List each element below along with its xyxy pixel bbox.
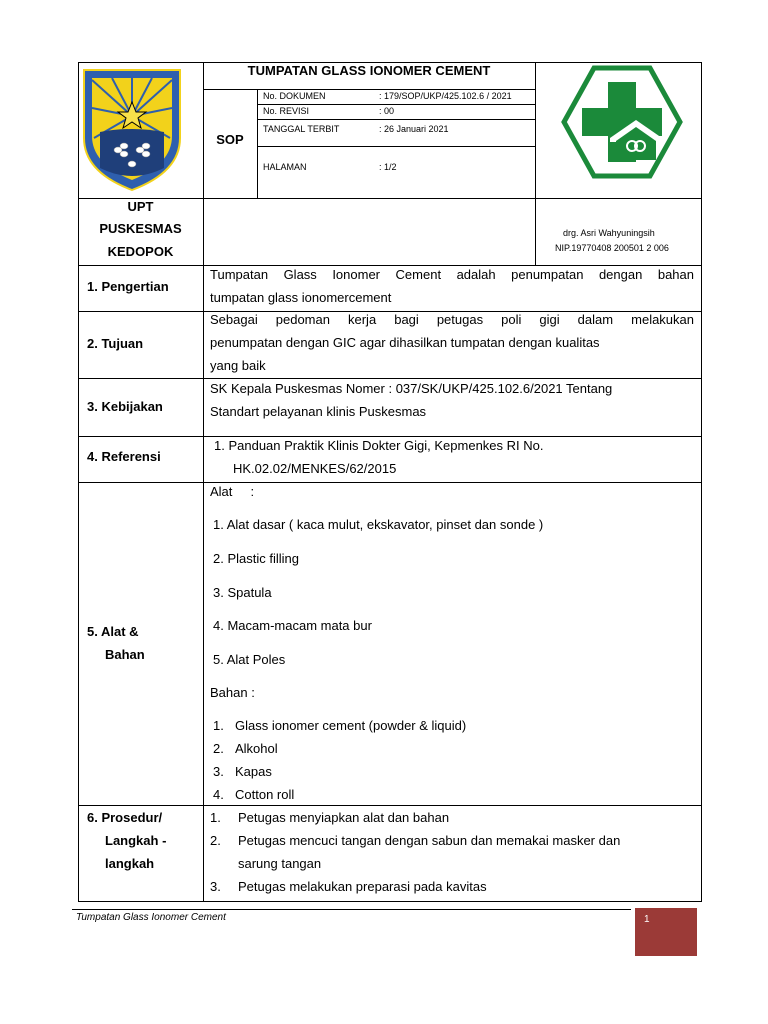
divider bbox=[78, 482, 702, 483]
bahan-num: 1. bbox=[213, 718, 224, 733]
section-label-kebijakan: 3. Kebijakan bbox=[87, 399, 163, 414]
org-name-line: KEDOPOK bbox=[107, 244, 174, 259]
divider bbox=[257, 104, 535, 105]
step-num: 2. bbox=[210, 833, 221, 848]
puskesmas-cross-logo bbox=[560, 64, 684, 180]
referensi-text: 1. Panduan Praktik Klinis Dokter Gigi, Kepmenkes RI No. bbox=[214, 438, 544, 453]
step-text: Petugas menyiapkan alat dan bahan bbox=[238, 810, 450, 825]
sop-label: SOP bbox=[216, 132, 244, 147]
section-label-alat: Bahan bbox=[105, 647, 145, 662]
divider bbox=[78, 436, 702, 437]
pengertian-text: tumpatan glass ionomercement bbox=[210, 290, 392, 305]
alat-item: 1. Alat dasar ( kaca mulut, ekskavator, pinset dan sonde ) bbox=[213, 517, 544, 532]
alat-item: 5. Alat Poles bbox=[213, 652, 286, 667]
meta-value: : 179/SOP/UKP/425.102.6 / 2021 bbox=[379, 91, 512, 101]
section-label-alat: 5. Alat & bbox=[87, 624, 139, 639]
tujuan-text: yang baik bbox=[210, 358, 266, 373]
divider bbox=[78, 378, 702, 379]
meta-label: No. REVISI bbox=[263, 106, 310, 116]
divider bbox=[78, 805, 702, 806]
meta-label: No. DOKUMEN bbox=[263, 91, 326, 101]
divider bbox=[535, 62, 536, 266]
page-number: 1 bbox=[644, 914, 650, 925]
divider bbox=[257, 89, 258, 198]
bahan-item: Glass ionomer cement (powder & liquid) bbox=[235, 718, 467, 733]
meta-label: HALAMAN bbox=[263, 162, 307, 172]
kebijakan-text: Standart pelayanan klinis Puskesmas bbox=[210, 404, 427, 419]
divider bbox=[257, 119, 535, 120]
bahan-num: 4. bbox=[213, 787, 224, 802]
footer-text: Tumpatan Glass Ionomer Cement bbox=[76, 912, 226, 923]
tujuan-text: Sebagai pedoman kerja bagi petugas poli gigi dalam melakukan bbox=[210, 312, 694, 327]
bahan-item: Alkohol bbox=[235, 741, 278, 756]
kebijakan-text: SK Kepala Puskesmas Nomer : 037/SK/UKP/425.102.6/2021 Tentang bbox=[210, 381, 613, 396]
org-name-line: PUSKESMAS bbox=[99, 221, 182, 236]
signer-nip: NIP.19770408 200501 2 006 bbox=[555, 243, 669, 253]
alat-item: 2. Plastic filling bbox=[213, 551, 299, 566]
referensi-text: HK.02.02/MENKES/62/2015 bbox=[233, 461, 397, 476]
tujuan-text: penumpatan dengan GIC agar dihasilkan tumpatan dengan kualitas bbox=[210, 335, 600, 350]
divider bbox=[203, 62, 204, 266]
meta-value: : 26 Januari 2021 bbox=[379, 124, 449, 134]
org-name-line: UPT bbox=[127, 199, 154, 214]
pengertian-text: Tumpatan Glass Ionomer Cement adalah penumpatan dengan bahan bbox=[210, 267, 694, 282]
page-number-box bbox=[635, 908, 697, 956]
step-text: Petugas melakukan preparasi pada kavitas bbox=[238, 879, 487, 894]
step-num: 1. bbox=[210, 810, 221, 825]
signer-name: drg. Asri Wahyuningsih bbox=[563, 228, 655, 238]
section-label-tujuan: 2. Tujuan bbox=[87, 336, 144, 351]
section-label-pengertian: 1. Pengertian bbox=[87, 279, 169, 294]
alat-item: 3. Spatula bbox=[213, 585, 272, 600]
bahan-heading: Bahan : bbox=[210, 685, 255, 700]
meta-value: : 00 bbox=[379, 106, 395, 116]
step-num: 3. bbox=[210, 879, 221, 894]
puskesmas-shield-logo bbox=[82, 68, 182, 192]
alat-item: 4. Macam-macam mata bur bbox=[213, 618, 372, 633]
section-label-referensi: 4. Referensi bbox=[87, 449, 161, 464]
alat-heading: Alat : bbox=[210, 484, 255, 499]
body-table bbox=[78, 265, 702, 902]
bahan-item: Cotton roll bbox=[235, 787, 295, 802]
bahan-item: Kapas bbox=[235, 764, 272, 779]
section-label-prosedur: Langkah - bbox=[105, 833, 167, 848]
section-label-prosedur: 6. Prosedur/ bbox=[87, 810, 163, 825]
footer-rule bbox=[72, 909, 631, 910]
section-label-prosedur: langkah bbox=[105, 856, 155, 871]
divider bbox=[203, 265, 204, 902]
step-text: Petugas mencuci tangan dengan sabun dan memakai masker dan bbox=[238, 833, 621, 848]
meta-value: : 1/2 bbox=[379, 162, 397, 172]
bahan-num: 2. bbox=[213, 741, 224, 756]
divider bbox=[257, 146, 535, 147]
bahan-num: 3. bbox=[213, 764, 224, 779]
step-text: sarung tangan bbox=[238, 856, 322, 871]
meta-label: TANGGAL TERBIT bbox=[263, 124, 340, 134]
document-title: TUMPATAN GLASS IONOMER CEMENT bbox=[247, 63, 491, 78]
